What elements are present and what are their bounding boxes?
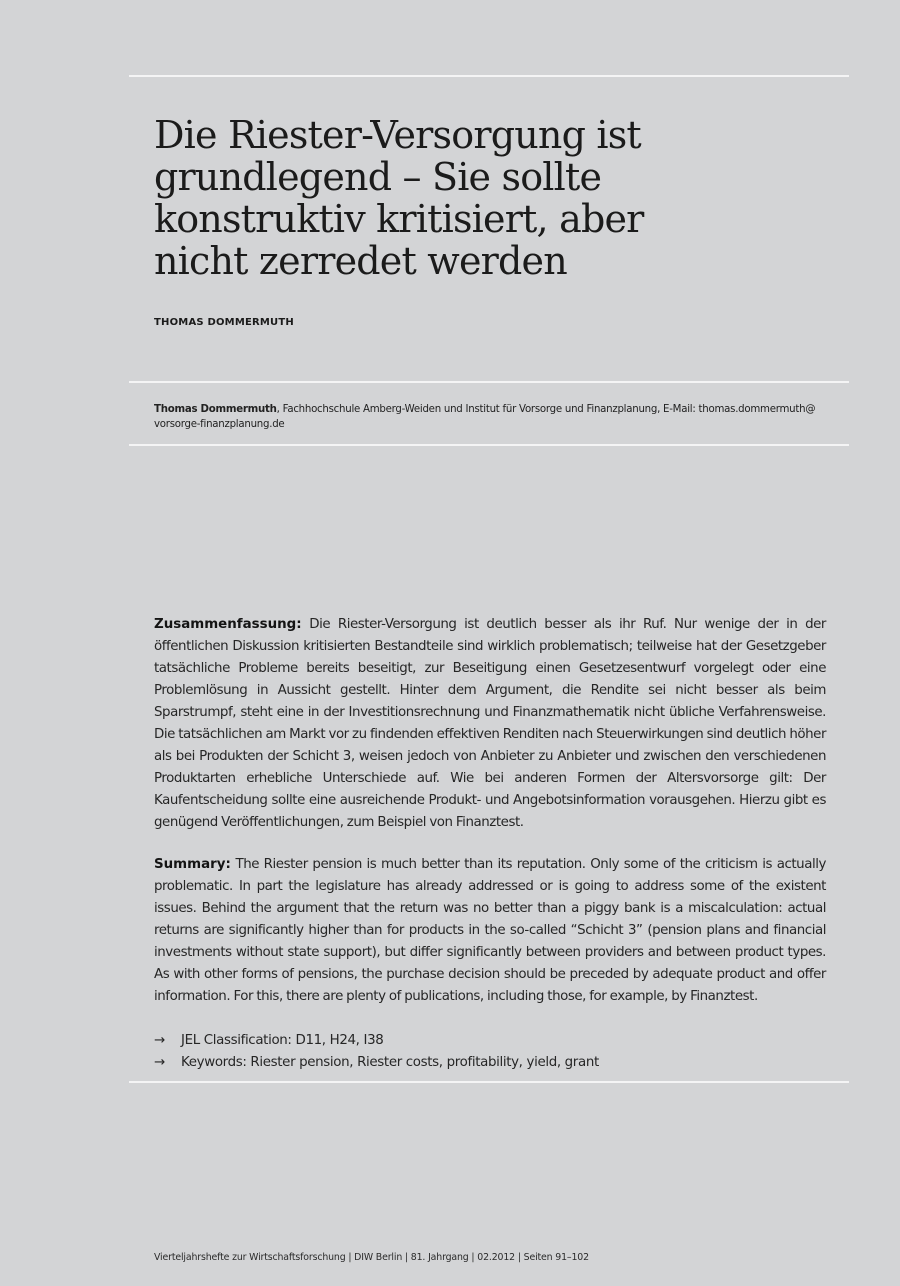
abstract-german [154, 614, 826, 834]
keywords-item [154, 1052, 599, 1074]
affiliation-email-domain: vorsorge-finanzplanung.de [154, 419, 285, 430]
title-line: Die Riester-Versorgung ist [154, 113, 641, 157]
jel-item [154, 1030, 599, 1052]
title-line: nicht zerredet werden [154, 239, 567, 283]
arrow-right-icon: → [154, 1033, 165, 1048]
keywords: Keywords: Riester pension, Riester costs, profitability, yield, grant [181, 1055, 599, 1070]
abstract-english-label: Summary: [154, 857, 231, 872]
top-rule [129, 75, 849, 77]
abstract-german-text: Die Riester-Versorgung ist deutlich besser als ihr Ruf. Nur wenige der in der öffentlichen Diskussion kritisierten Bestandteile sind wirklich problematisch; teilweise hat der Gesetzgeber tatsächliche Probleme bereits beseitigt, zur Beseitigung einen Gesetzesentwurf vorgelegt oder eine Problemlösung in Aussicht gestellt. Hinter dem Argument, die Rendite sei nicht besser als beim Sparstrumpf, steht eine in der Investitionsrechnung und Finanzmathematik nicht übliche Verfahrensweise. Die tatsächlichen am Markt vor zu findenden effektiven Renditen nach Steuerwirkungen sind deutlich höher als bei Produkten der Schicht 3, weisen jedoch von Anbieter zu Anbieter und zwischen den verschiedenen Produktarten erhebliche Unterschiede auf. Wie bei anderen Formen der Altersvorsorge gilt: Der Kaufentscheidung sollte eine ausreichende Produkt- und Angebotsinformation vorausgehen. Hierzu gibt es genügend Veröffentlichungen, zum Beispiel von Finanztest. [154, 617, 826, 830]
author-name: THOMAS DOMMERMUTH [154, 317, 294, 328]
author-affiliation [154, 402, 844, 432]
abstract-english-text: The Riester pension is much better than its reputation. Only some of the criticism is actually problematic. In part the legislature has already addressed or is going to address some of the existent issues. Behind the argument that the return was no better than a piggy bank is a miscalculation: actual returns are significantly higher than for products in the so-called “Schicht 3” (pension plans and financial investments without state support), but differ significantly between providers and between product types. As with other forms of pensions, the purchase decision should be preceded by adequate product and offer information. For this, there are plenty of publications, including those, for example, by Finanztest. [154, 857, 826, 1004]
article-title [154, 114, 714, 282]
title-line: grundlegend – Sie sollte [154, 155, 602, 199]
abstract-english [154, 854, 826, 1008]
affiliation-name: Thomas Dommermuth [154, 404, 277, 415]
bottom-rule [129, 1081, 849, 1083]
arrow-right-icon: → [154, 1055, 165, 1070]
abstract-german-label: Zusammenfassung: [154, 617, 302, 632]
journal-footer: Vierteljahrshefte zur Wirtschaftsforschung | DIW Berlin | 81. Jahrgang | 02.2012 | Seiten 91–102 [154, 1252, 589, 1263]
affiliation-text: , Fachhochschule Amberg-Weiden und Institut für Vorsorge und Finanzplanung, E-Mail: thomas.dommermuth@ [276, 404, 816, 415]
affiliation-bottom-rule [129, 444, 849, 446]
classification-list [154, 1030, 599, 1074]
affiliation-top-rule [129, 381, 849, 383]
jel-classification: JEL Classification: D11, H24, I38 [181, 1033, 384, 1048]
title-line: konstruktiv kritisiert, aber [154, 197, 644, 241]
